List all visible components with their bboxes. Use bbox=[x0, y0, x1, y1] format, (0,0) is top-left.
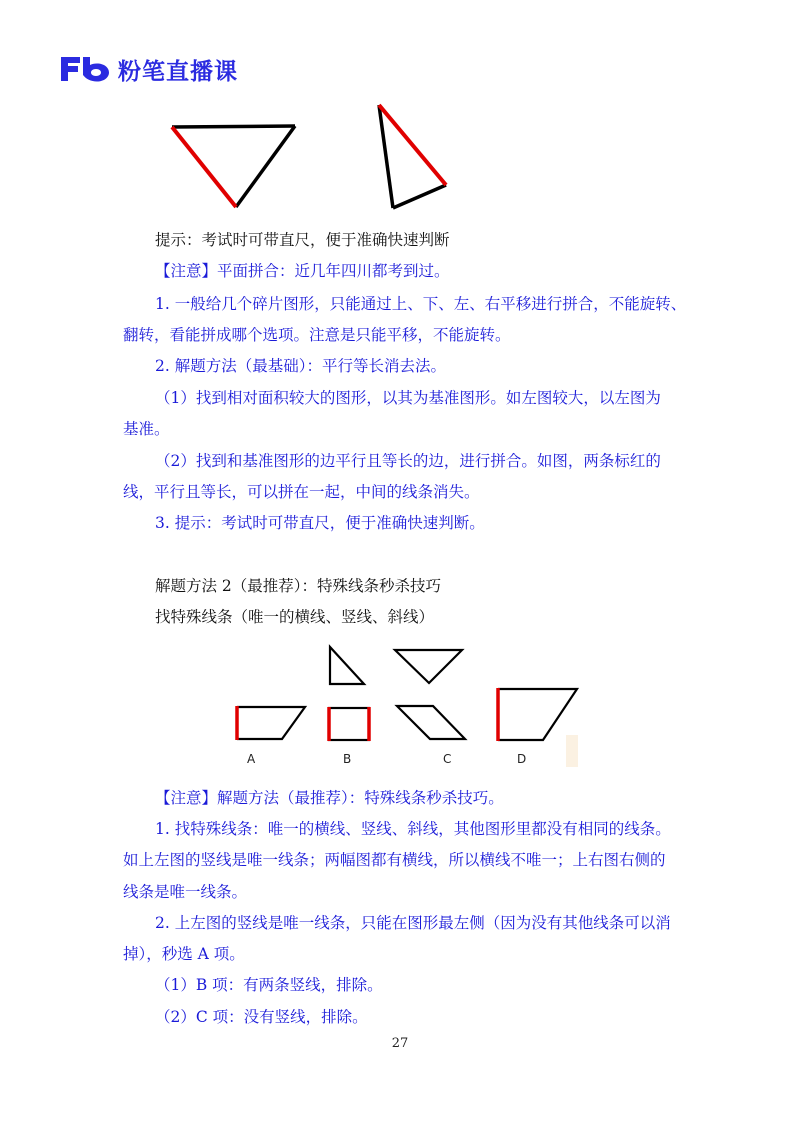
option-a-shape bbox=[237, 706, 305, 740]
text-line: （2）C 项：没有竖线，排除。 bbox=[155, 1008, 368, 1026]
fb-logo-icon bbox=[58, 53, 114, 85]
brand-logo bbox=[58, 52, 238, 86]
option-b-label: B bbox=[343, 752, 352, 766]
scan-artifact bbox=[566, 735, 578, 767]
brand-name: 粉笔直播课 bbox=[118, 58, 238, 85]
option-c-label: C bbox=[443, 752, 452, 766]
left-triangle bbox=[172, 126, 295, 207]
page-number: 27 bbox=[391, 1036, 409, 1051]
text-line: 如上左图的竖线是唯一线条；两幅图都有横线，所以横线不唯一；上右图右侧的 bbox=[123, 851, 666, 869]
text-line: 线，平行且等长，可以拼在一起，中间的线条消失。 bbox=[123, 483, 480, 501]
option-b-shape bbox=[329, 707, 369, 741]
text-line: 1. 找特殊线条：唯一的横线、竖线、斜线，其他图形里都没有相同的线条。 bbox=[155, 820, 671, 838]
text-line-note-heading: 【注意】解题方法（最推荐）：特殊线条秒杀技巧。 bbox=[155, 789, 504, 807]
text-line: 3. 提示：考试时可带直尺，便于准确快速判断。 bbox=[155, 514, 485, 532]
left-triangle-red-edge bbox=[172, 127, 236, 207]
text-line: 翻转，看能拼成哪个选项。注意是只能平移，不能旋转。 bbox=[123, 326, 511, 344]
text-line: （2）找到和基准图形的边平行且等长的边，进行拼合。如图，两条标红的 bbox=[155, 452, 661, 470]
text-line-method-2: 解题方法 2（最推荐）：特殊线条秒杀技巧 bbox=[155, 577, 442, 595]
text-line: 2. 解题方法（最基础）：平行等长消去法。 bbox=[155, 357, 446, 375]
option-d-shape bbox=[498, 688, 577, 741]
text-line: 线条是唯一线条。 bbox=[123, 883, 248, 901]
right-triangle bbox=[379, 105, 446, 208]
text-line: （1）B 项：有两条竖线，排除。 bbox=[155, 976, 383, 994]
option-d-label: D bbox=[517, 752, 527, 766]
text-line: 找特殊线条（唯一的横线、竖线、斜线） bbox=[155, 608, 435, 626]
figure-two-triangles bbox=[150, 95, 470, 220]
option-c-shape bbox=[397, 706, 465, 739]
text-line-note-heading: 【注意】平面拼合：近几年四川都考到过。 bbox=[155, 262, 450, 280]
text-line: 基准。 bbox=[123, 420, 170, 438]
option-a-label: A bbox=[247, 752, 256, 766]
text-line: 1. 一般给几个碎片图形，只能通过上、下、左、右平移进行拼合，不能旋转、 bbox=[155, 295, 687, 313]
piece-right-triangle bbox=[330, 647, 364, 684]
figure-options bbox=[225, 640, 585, 775]
text-line: （1）找到相对面积较大的图形，以其为基准图形。如左图较大，以左图为 bbox=[155, 389, 661, 407]
text-line: 2. 上左图的竖线是唯一线条，只能在图形最左侧（因为没有其他线条可以消 bbox=[155, 914, 671, 932]
text-line: 掉），秒选 A 项。 bbox=[123, 945, 245, 963]
text-line-hint: 提示：考试时可带直尺，便于准确快速判断 bbox=[155, 231, 450, 249]
piece-inverted-triangle bbox=[395, 650, 462, 683]
